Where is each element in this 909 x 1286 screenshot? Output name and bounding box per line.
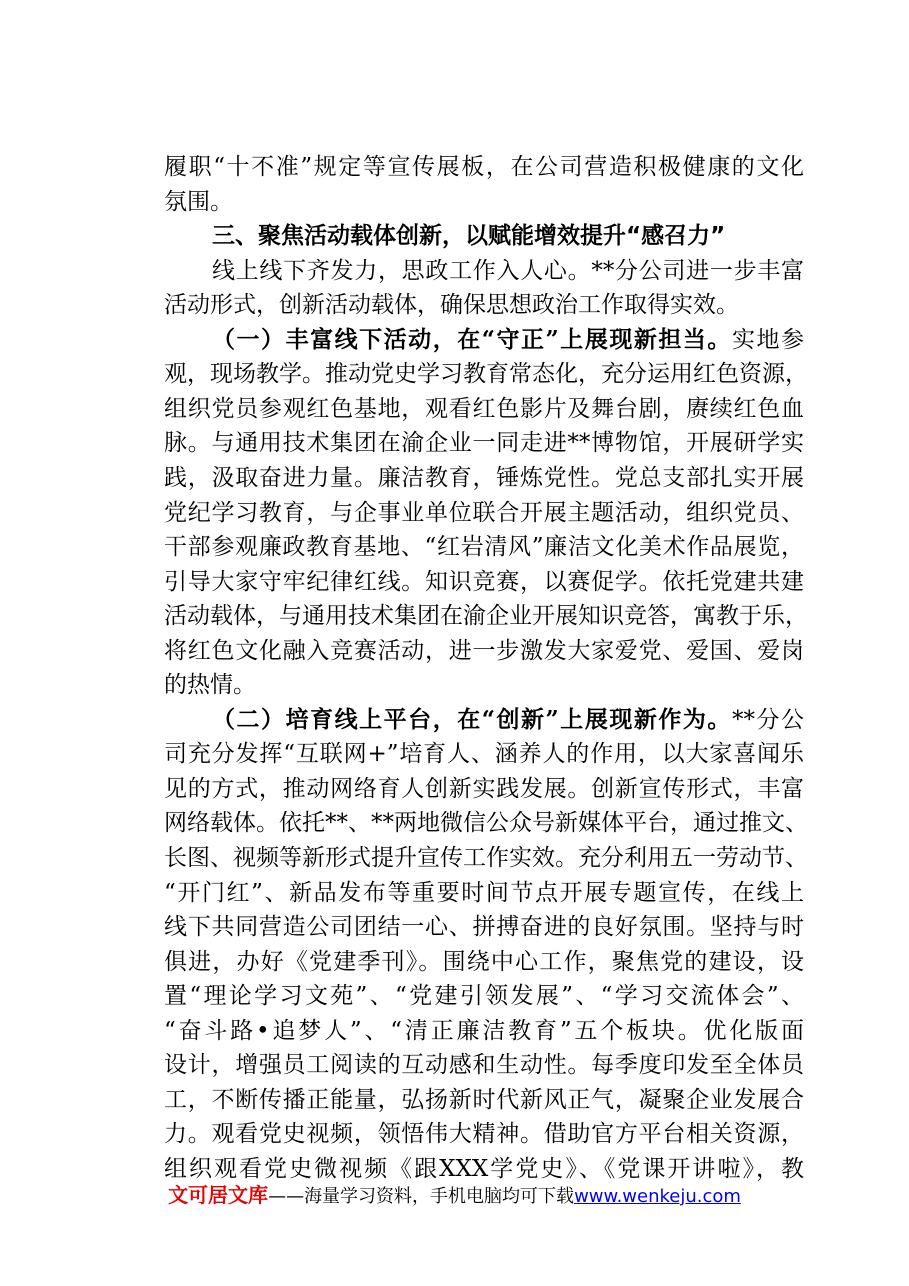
line-text: 脉。与通用技术集团在渝企业一同走进**博物馆，开展研学实 (164, 430, 804, 457)
line-text: “开门红”、新品发布等重要时间节点开展专题宣传，在线上 (164, 879, 804, 906)
paragraph-line (164, 357, 808, 391)
paragraph-line (164, 1014, 804, 1048)
line-text: 履职“十不准”规定等宣传展板，在公司营造积极健康的文化 (164, 154, 804, 180)
footer-brand: 文可居文库 (168, 1183, 269, 1207)
line-text: 践，汲取奋进力量。廉洁教育，锤炼党性。党总支部扎实开展 (164, 464, 804, 491)
line-text: 活动载体，与通用技术集团在渝企业开展知识竞答，寓教于乐， (164, 603, 808, 630)
paragraph-line (164, 565, 804, 599)
line-text: 组织观看党史微视频《跟XXX学党史》、《党课开讲啦》，教 (164, 1155, 804, 1182)
paragraph-line (164, 945, 804, 979)
paragraph-line (164, 392, 804, 426)
footer-slogan: ——海量学习资料，手机电脑均可下载 (268, 1186, 575, 1207)
footer-url-link[interactable]: www.wenkeju.com (574, 1186, 741, 1207)
line-text: 氛围。 (164, 188, 233, 215)
paragraph-line (164, 461, 804, 495)
paragraph-line (164, 599, 808, 633)
line-text: 线上线下齐发力，思政工作入人心。**分公司进一步丰富 (212, 257, 804, 284)
line-text: 引导大家守牢纪律红线。知识竞赛，以赛促学。依托党建共建 (164, 568, 804, 595)
paragraph-line (164, 1083, 804, 1117)
line-text: 网络载体。依托**、**两地微信公众号新媒体平台，通过推文、 (164, 810, 808, 837)
paragraph-line (212, 254, 804, 288)
line-text: 活动形式，创新活动载体，确保思想政治工作取得实效。 (164, 292, 739, 319)
line-text: 力。观看党史视频，领悟伟大精神。借助官方平台相关资源， (164, 1121, 804, 1148)
line-text: 三、聚焦活动载体创新，以赋能增效提升“感召力” (212, 223, 726, 250)
paragraph-line (164, 876, 804, 910)
line-text: 线下共同营造公司团结一心、拼搏奋进的良好氛围。坚持与时 (164, 914, 804, 941)
paragraph-line (164, 668, 804, 702)
paragraph-line (164, 979, 804, 1013)
paragraph-line (164, 737, 804, 771)
paragraph-line (164, 288, 804, 322)
line-text: 设计，增强员工阅读的互动感和生动性。每季度印发至全体员 (164, 1052, 804, 1079)
line-text: 见的方式，推动网络育人创新实践发展。创新宣传形式，丰富 (164, 775, 804, 802)
line-text: 将红色文化融入竞赛活动，进一步激发大家爱党、爱国、爱岗 (164, 637, 804, 664)
line-text: **分公 (731, 706, 804, 733)
paragraph-line (164, 841, 808, 875)
paragraph-line (164, 426, 804, 460)
line-text: 实地参 (731, 326, 804, 353)
paragraph-line (164, 772, 804, 806)
paragraph-line (164, 185, 804, 219)
paragraph-line (164, 806, 808, 840)
paragraph-line (164, 150, 804, 184)
line-text: 司充分发挥“互联网+”培育人、涵养人的作用，以大家喜闻乐 (164, 741, 804, 768)
paragraph-line (164, 634, 804, 668)
paragraph-line (164, 530, 804, 564)
subsection-lead: （一）丰富线下活动，在“守正”上展现新担当。 (212, 325, 732, 353)
line-text: 党纪学习教育，与企事业单位联合开展主题活动，组织党员、 (164, 499, 804, 526)
subsection-lead: （二）培育线上平台，在“创新”上展现新作为。 (212, 705, 732, 733)
line-text: 干部参观廉政教育基地、“红岩清风”廉洁文化美术作品展览， (164, 534, 804, 561)
footer-banner (0, 1180, 909, 1212)
paragraph-line (212, 703, 804, 737)
line-text: 组织党员参观红色基地，观看红色影片及舞台剧，赓续红色血 (164, 395, 804, 422)
line-text: 的热情。 (164, 672, 256, 699)
paragraph-line (164, 496, 804, 530)
paragraph-line (164, 910, 804, 944)
section-heading (212, 219, 804, 253)
paragraph-line (212, 323, 804, 357)
line-text: 工，不断传播正能量，弘扬新时代新风正气，凝聚企业发展合 (164, 1086, 804, 1113)
line-text: 观，现场教学。推动党史学习教育常态化，充分运用红色资源， (164, 361, 808, 388)
line-text: 俱进，办好《党建季刊》。围绕中心工作，聚焦党的建设，设 (164, 948, 804, 975)
line-text: 长图、视频等新形式提升宣传工作实效。充分利用五一劳动节、 (164, 845, 808, 871)
line-text: “奋斗路•追梦人”、“清正廉洁教育”五个板块。优化版面 (164, 1017, 804, 1044)
paragraph-line (164, 1117, 804, 1151)
line-text: 置“理论学习文苑”、“党建引领发展”、“学习交流体会”、 (164, 983, 804, 1010)
paragraph-line (164, 1048, 804, 1082)
